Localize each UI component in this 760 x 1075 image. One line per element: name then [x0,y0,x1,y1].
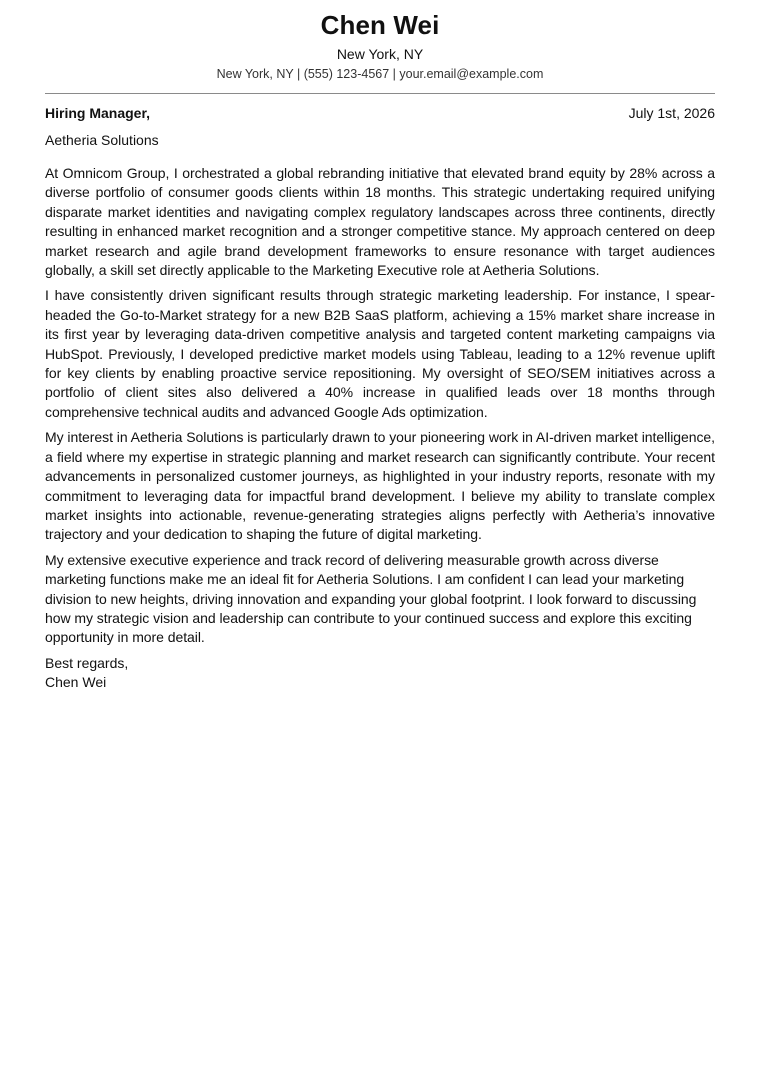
recipient-company: Aetheria Solutions [45,132,159,148]
body-paragraph: I have consistently driven significant results through strategic marketing leadership. For instance, I spear-headed the Go-to-Market strategy for a new B2B SaaS platform, achieving a 15% market share increase in its first year by leveraging data-driven competitive analysis and targeted content marketing campaigns via HubSpot. Previously, I developed predictive market models using Tableau, leading to a 12% revenue uplift for key clients by enabling proactive service repositioning. My oversight of SEO/SEM initiatives across a portfolio of client sites also delivered a 40% increase in qualified leads over 18 months through comprehensive technical audits and advanced Google Ads optimization. [45,287,715,420]
cover-letter-page [45,0,715,693]
body-paragraph: My interest in Aetheria Solutions is particularly drawn to your pioneering work in AI-driven market intelligence, a field where my expertise in strategic planning and market research can significantly contribute. Your recent advancements in personalized customer journeys, as highlighted in your industry reports, resonate with my commitment to leveraging data for impactful brand development. I believe my ability to translate complex market insights into actionable, revenue-generating strategies aligns perfectly with Aetheria’s innovative trajectory and your dedication to shaping the future of digital marketing. [45,429,715,543]
sign-off [45,654,715,693]
signature-name: Chen Wei [45,674,107,691]
recipient-date-row [45,104,715,122]
contact-line: New York, NY | (555) 123-4567 | your.email@example.com [216,67,544,81]
closing-phrase: Best regards, [45,654,129,671]
applicant-location: New York, NY [336,46,424,62]
body-paragraph: At Omnicom Group, I orchestrated a global rebranding initiative that elevated brand equity by 28% across a diverse portfolio of consumer goods clients within 18 months. This strategic undertaking required unifying disparate market identities and navigating complex regulatory landscapes across three continents, directly resulting in enhanced market recognition and a stronger competitive stance. My approach centered on deep market research and agile brand development frameworks to ensure resonance with target audiences globally, a skill set directly applicable to the Marketing Executive role at Aetheria Solutions. [45,165,715,279]
applicant-name: Chen Wei [320,10,440,40]
letter-body [45,164,715,648]
letter-date: July 1st, 2026 [628,105,715,121]
header-divider [45,93,715,94]
recipient-salutation: Hiring Manager, [45,105,151,121]
body-paragraph: My extensive executive experience and track record of delivering measurable growth across diverse marketing functions make me an ideal fit for Aetheria Solutions. I am confident I can lead your marketing division to new heights, driving innovation and expanding your global footprint. I look forward to discussing how my strategic vision and leadership can contribute to your continued success and explore this exciting opportunity in more detail. [45,551,697,646]
